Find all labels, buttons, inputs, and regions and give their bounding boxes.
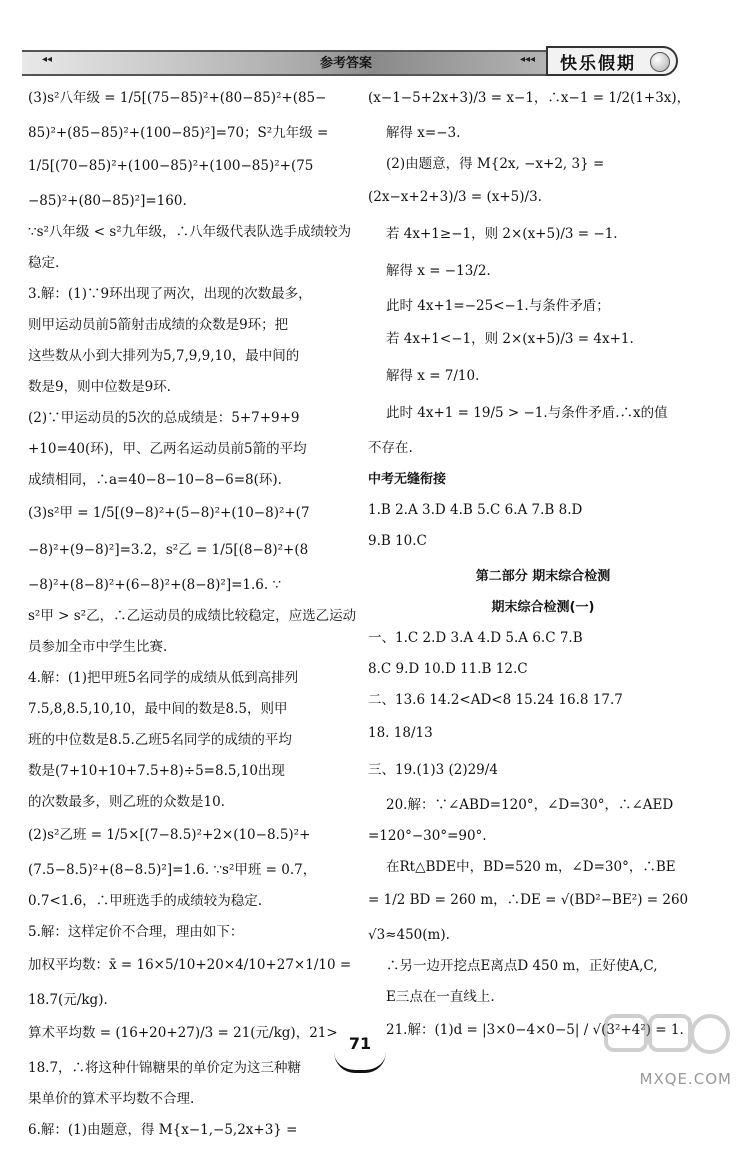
answer-line: 8.C 9.D 10.D 11.B 12.C bbox=[368, 661, 528, 677]
brand-circle-icon bbox=[650, 52, 670, 72]
header-arrow-left-icon: ◂◂ bbox=[42, 54, 53, 65]
answer-line: 若 4x+1<−1，则 2×(x+5)/3 = 4x+1. bbox=[386, 331, 634, 347]
watermark-logo-icon bbox=[602, 1012, 732, 1074]
answer-line: 解得 x=−3. bbox=[386, 125, 461, 141]
answer-line: −8)²+(8−8)²+(6−8)²+(8−8)²]=1.6. ∵ bbox=[28, 577, 282, 593]
answer-line: 这些数从小到大排列为5,7,9,9,10，最中间的 bbox=[28, 348, 300, 364]
header-arrow-right-icon: ◂◂◂ bbox=[520, 54, 536, 65]
answer-line: 9.B 10.C bbox=[368, 533, 427, 549]
answer-line: 解得 x = −13/2. bbox=[386, 263, 491, 279]
answer-line: 不存在. bbox=[368, 440, 413, 456]
answer-line: 18.7，∴将这种什锦糖果的单价定为这三种糖 bbox=[28, 1060, 302, 1076]
answer-line: −85)²+(80−85)²]=160. bbox=[28, 193, 187, 209]
brand-badge bbox=[546, 46, 678, 76]
answer-line: 此时 4x+1=−25<−1.与条件矛盾； bbox=[386, 298, 610, 314]
answer-line: 果单价的算术平均数不合理. bbox=[28, 1091, 195, 1107]
answer-line: ∵s²八年级 < s²九年级，∴八年级代表队选手成绩较为 bbox=[28, 224, 352, 240]
answer-line: (3)s²八年级 = 1/5[(75−85)²+(80−85)²+(85− bbox=[28, 90, 327, 106]
answer-line: −8)²+(9−8)²]=3.2，s²乙 = 1/5[(8−8)²+(8 bbox=[28, 542, 309, 558]
answer-line: 18.7(元/kg). bbox=[28, 992, 108, 1008]
right-column bbox=[368, 86, 718, 1055]
answer-line: E三点在一直线上. bbox=[386, 989, 495, 1005]
part-heading: 第二部分 期末综合检测 bbox=[475, 569, 611, 584]
answer-line: 3.解：(1)∵9环出现了两次，出现的次数最多， bbox=[28, 286, 312, 302]
answer-line: 1.B 2.A 3.D 4.B 5.C 6.A 7.B 8.D bbox=[368, 502, 583, 518]
answer-line: √3≈450(m). bbox=[368, 927, 450, 943]
answer-line: 三、19.(1)3 (2)29/4 bbox=[368, 762, 498, 778]
answer-line: 7.5,8,8.5,10,10，最中间的数是8.5，则甲 bbox=[28, 701, 288, 717]
answer-line: 数是9，则中位数是9环. bbox=[28, 379, 171, 395]
answer-line: 在Rt△BDE中，BD=520 m，∠D=30°，∴BE bbox=[386, 859, 676, 875]
answer-line: (2)s²乙班 = 1/5×[(7−8.5)²+2×(10−8.5)²+ bbox=[28, 827, 311, 843]
answer-line: 0.7<1.6，∴甲班选手的成绩较为稳定. bbox=[28, 893, 263, 909]
answer-line: (2x−x+2+3)/3 = (x+5)/3. bbox=[368, 189, 542, 205]
answer-line: 4.解：(1)把甲班5名同学的成绩从低到高排列 bbox=[28, 670, 299, 686]
answer-line: 5.解：这样定价不合理，理由如下： bbox=[28, 924, 244, 940]
answer-line: 18. 18/13 bbox=[368, 725, 433, 741]
answer-line: 加权平均数：x̄ = 16×5/10+20×4/10+27×1/10 = bbox=[28, 957, 352, 973]
left-column bbox=[28, 86, 358, 1151]
brand-text: 快乐假期 bbox=[560, 53, 636, 74]
watermark-text: MXQE.COM bbox=[639, 1070, 732, 1088]
answer-line: (2)∵甲运动员的5次的总成绩是：5+7+9+9 bbox=[28, 410, 300, 426]
page-header bbox=[0, 0, 750, 90]
answer-line: 数是(7+10+10+7.5+8)÷5=8.5,10出现 bbox=[28, 763, 285, 779]
answer-line: (7.5−8.5)²+(8−8.5)²]=1.6. ∵s²甲班 = 0.7， bbox=[28, 862, 317, 878]
answer-line: ∴另一边开挖点E离点D 450 m，正好使A,C, bbox=[386, 958, 658, 974]
answer-line: +10=40(环)，甲、乙两名运动员前5箭的平均 bbox=[28, 441, 307, 457]
page-number: 71 bbox=[348, 1034, 372, 1053]
answer-line: 则甲运动员前5箭射击成绩的众数是9环；把 bbox=[28, 317, 289, 333]
answer-line: = 1/2 BD = 260 m，∴DE = √(BD²−BE²) = 260 bbox=[368, 892, 689, 908]
header-title: 参考答案 bbox=[320, 56, 373, 71]
answer-line: 此时 4x+1 = 19/5 > −1.与条件矛盾.∴x的值 bbox=[386, 405, 668, 421]
answer-line: 员参加全市中学生比赛. bbox=[28, 639, 168, 655]
answer-line: 成绩相同，∴a=40−8−10−8−6=8(环). bbox=[28, 472, 282, 488]
answer-line: s²甲 > s²乙，∴乙运动员的成绩比较稳定，应选乙运动 bbox=[28, 608, 357, 624]
answer-line: 20.解：∵∠ABD=120°，∠D=30°，∴∠AED bbox=[386, 797, 674, 813]
answer-line: 若 4x+1≥−1，则 2×(x+5)/3 = −1. bbox=[386, 226, 618, 242]
answer-line: 21.解：(1)d = |3×0−4×0−5| / √(3²+4²) = 1. bbox=[386, 1022, 684, 1038]
answer-line: 二、13.6 14.2<AD<8 15.24 16.8 17.7 bbox=[368, 692, 623, 708]
answer-line: 班的中位数是8.5.乙班5名同学的成绩的平均 bbox=[28, 732, 292, 748]
answer-line: 6.解：(1)由题意，得 M{x−1,−5,2x+3} = bbox=[28, 1122, 298, 1138]
answer-line: (3)s²甲 = 1/5[(9−8)²+(5−8)²+(10−8)²+(7 bbox=[28, 505, 310, 521]
answer-line: (x−1−5+2x+3)/3 = x−1，∴x−1 = 1/2(1+3x)， bbox=[368, 90, 691, 106]
answer-line: 85)²+(85−85)²+(100−85)²]=70；S²九年级 = bbox=[28, 125, 329, 141]
answer-line: (2)由题意，得 M{2x, −x+2, 3} = bbox=[386, 156, 605, 172]
answer-line: =120°−30°=90°. bbox=[368, 828, 487, 844]
test-heading: 期末综合检测(一) bbox=[491, 600, 595, 615]
answer-line: 一、1.C 2.D 3.A 4.D 5.A 6.C 7.B bbox=[368, 630, 583, 646]
answer-line: 解得 x = 7/10. bbox=[386, 368, 480, 384]
answer-line: 稳定. bbox=[28, 255, 60, 271]
answer-line: 1/5[(70−85)²+(100−85)²+(100−85)²+(75 bbox=[28, 158, 314, 174]
answer-line: 的次数最多，则乙班的众数是10. bbox=[28, 794, 225, 810]
answer-line: 算术平均数 = (16+20+27)/3 = 21(元/kg)，21> bbox=[28, 1025, 338, 1041]
section-heading: 中考无缝衔接 bbox=[368, 472, 447, 487]
